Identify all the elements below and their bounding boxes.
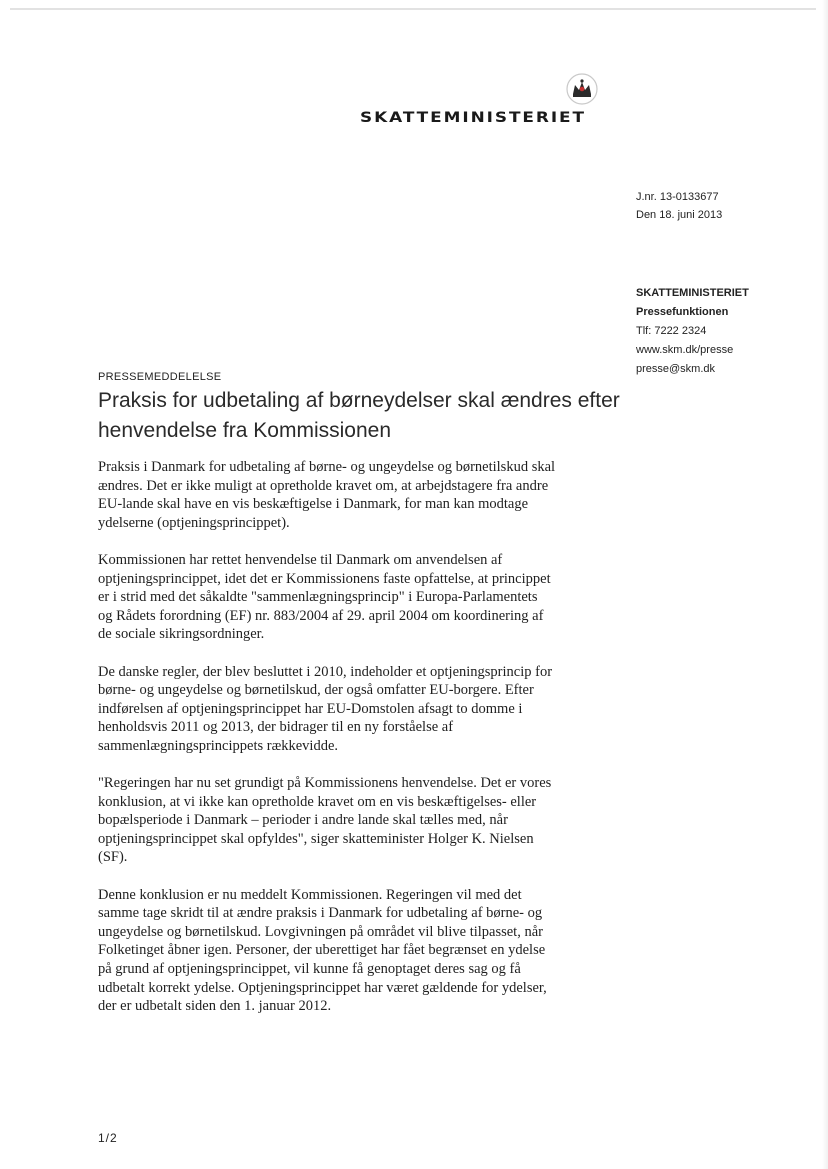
ministry-logo [360,72,600,128]
text-line: de sociale sikringsordninger. [98,626,265,643]
document-type-label: PRESSEMEDDELELSE [98,371,222,383]
text-line: Folketinget åbner igen. Personer, der uberettiget har fået begrænset en ydelse [98,942,546,959]
contact-dept: Pressefunktionen [636,306,729,318]
text-line: ændres. Det er ikke muligt at opretholde kravet om, at arbejdstagere fra andre [98,477,549,494]
contact-phone: Tlf: 7222 2324 [636,325,707,337]
text-line: De danske regler, der blev besluttet i 2010, indeholder et optjeningsprincip for [98,663,553,680]
text-line: Denne konklusion er nu meddelt Kommissionen. Regeringen vil med det [98,886,522,903]
text-line: Kommissionen har rettet henvendelse til Danmark om anvendelsen af [98,551,503,568]
contact-web-link[interactable]: www.skm.dk/presse [636,344,734,356]
wordmark-text: SKATTEMINISTERIET [360,110,586,126]
text-line: udbetalt korrekt ydelse. Optjeningsprincippet har været gældende for ydelser, [98,979,547,996]
paragraph [98,663,618,756]
wordmark-logo [360,106,600,126]
text-line: optjeningsprincippet, idet det er Kommissionens faste opfattelse, at princippet [98,570,551,587]
body-text [98,458,618,1034]
page-title [98,386,638,446]
document-date: Den 18. juni 2013 [636,209,723,221]
text-line: konklusion, at vi ikke kan opretholde kravet om en vis beskæftigelses- eller [98,793,537,810]
text-line: børne- og ungeydelse og børnetilskud, der også omfatter EU-borgere. Efter [98,682,534,699]
text-line: og Rådets forordning (EF) nr. 883/2004 af 29. april 2004 om koordinering af [98,607,544,624]
text-line: optjeningsprincippet skal opfyldes", siger skatteminister Holger K. Nielsen [98,830,534,847]
text-line: sammenlægningsprincippets rækkevidde. [98,737,339,754]
text-line: bopælsperiode i Danmark – perioder i andre lande skal tælles med, når [98,812,508,829]
scan-top-rule [10,8,816,10]
text-line: (SF). [98,849,128,866]
text-line: er i strid med det såkaldte "sammenlægningsprincip" i Europa-Parlamentets [98,589,538,606]
paragraph-quote [98,774,618,867]
paragraph [98,458,618,532]
title-line-1: Praksis for udbetaling af børneydelser skal ændres efter [98,389,620,412]
scan-page-edge [822,0,828,1169]
text-line: ungeydelse og børnetilskud. Lovgivningen på området vil blive tilpasset, når [98,923,543,940]
text-line: EU-lande skal have en vis beskæftigelse i Danmark, for man kan modtage [98,496,529,513]
crown-icon [565,72,599,106]
text-line: indførelsen af optjeningsprincippet har EU-Domstolen afsagt to domme i [98,700,523,717]
text-line: henholdsvis 2011 og 2013, der bidrager til en ny forståelse af [98,719,454,736]
contact-org: SKATTEMINISTERIET [636,287,749,299]
title-line-2: henvendelse fra Kommissionen [98,419,391,442]
text-line: samme tage skridt til at ændre praksis i Danmark for udbetaling af børne- og [98,905,543,922]
contact-block [636,284,749,379]
page-number: 1/2 [98,1131,118,1145]
paragraph [98,551,618,644]
text-line: på grund af optjeningsprincippet, vil kunne få genoptaget deres sag og få [98,961,521,978]
text-line: "Regeringen har nu set grundigt på Kommissionens henvendelse. Det er vores [98,775,552,792]
journal-number: J.nr. 13-0133677 [636,191,719,203]
text-line: ydelserne (optjeningsprincippet). [98,514,290,531]
paragraph [98,886,618,1016]
reference-block [636,188,722,224]
contact-email-link[interactable]: presse@skm.dk [636,363,716,375]
text-line: der er udbetalt siden den 1. januar 2012. [98,998,332,1015]
text-line: Praksis i Danmark for udbetaling af børne- og ungeydelse og børnetilskud skal [98,459,556,475]
